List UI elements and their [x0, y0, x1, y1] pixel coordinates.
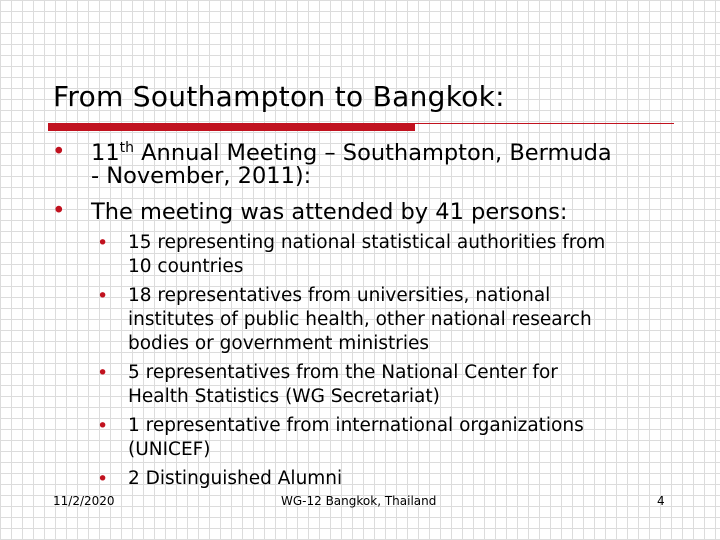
bullet-ordinal-suffix: th: [119, 140, 135, 156]
bullet-item: [91, 201, 716, 224]
bullet-dot-icon: •: [52, 198, 66, 224]
sub-bullet-item: [128, 231, 713, 279]
sub-bullet-item: [128, 361, 713, 409]
sub-bullet-text-line: bodies or government ministries: [128, 333, 429, 354]
sub-bullet-dot-icon: •: [97, 468, 109, 490]
title-underline-thick: [48, 123, 415, 131]
footer-date: 11/2/2020: [53, 494, 115, 508]
sub-bullet-dot-icon: •: [97, 415, 109, 437]
sub-bullet-item: [128, 414, 713, 462]
sub-bullet-text-line: 15 representing national statistical authorities from: [128, 232, 606, 253]
bullet-text-line: The meeting was attended by 41 persons:: [91, 199, 568, 225]
sub-bullet-text-line: (UNICEF): [128, 439, 211, 460]
page-number: 4: [657, 494, 665, 508]
slide-title: From Southampton to Bangkok:: [53, 80, 505, 113]
sub-bullet-item: [128, 284, 713, 356]
bullet-text-line: - November, 2011):: [91, 163, 312, 189]
sub-bullet-text-line: Health Statistics (WG Secretariat): [128, 386, 440, 407]
sub-bullet-item: [128, 467, 713, 491]
bullet-text-line: Annual Meeting – Southampton, Bermuda: [134, 140, 612, 166]
bullet-ordinal: 11: [91, 140, 120, 166]
sub-bullet-text-line: 18 representatives from universities, national: [128, 285, 551, 306]
sub-bullet-text-line: institutes of public health, other national research: [128, 309, 592, 330]
sub-bullet-dot-icon: •: [97, 285, 109, 307]
footer-event: WG-12 Bangkok, Thailand: [281, 494, 437, 508]
sub-bullet-text-line: 2 Distinguished Alumni: [128, 468, 343, 489]
sub-bullet-text-line: 5 representatives from the National Center for: [128, 362, 558, 383]
sub-bullet-dot-icon: •: [97, 232, 109, 254]
bullet-item: [91, 142, 716, 188]
sub-bullet-text-line: 1 representative from international organizations: [128, 415, 584, 436]
sub-bullet-dot-icon: •: [97, 362, 109, 384]
sub-bullet-text-line: 10 countries: [128, 256, 244, 277]
title-underline-thin: [415, 123, 674, 124]
bullet-dot-icon: •: [52, 139, 66, 165]
